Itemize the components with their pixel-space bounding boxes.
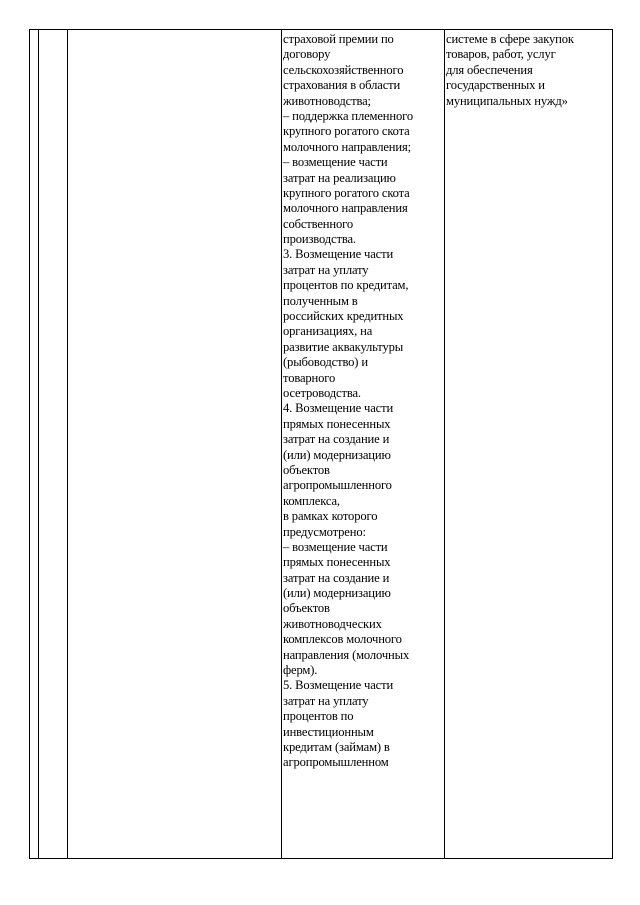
measure-text-line: молочного направления (283, 201, 408, 216)
measure-text-line: собственного (283, 216, 353, 231)
measure-text-line: 4. Возмещение части (283, 401, 394, 416)
measure-text-line: молочного направления; (283, 139, 411, 154)
measure-text-line: предусмотрено: (283, 524, 366, 539)
measure-text-line: затрат на уплату (283, 693, 369, 708)
measure-text-line: страховой премии по (283, 32, 394, 46)
measure-text-line: комплекса, (283, 493, 340, 508)
measure-text-line: (или) модернизацию (283, 586, 391, 601)
measure-text-line: товарного (283, 370, 336, 385)
measure-text-line: развитие аквакультуры (283, 339, 404, 354)
measure-text-line: – поддержка племенного (283, 108, 413, 123)
table-cell-legal-reference (446, 32, 612, 109)
measure-text-line: организациях, на (283, 324, 373, 339)
measure-text-line: инвестиционным (283, 724, 374, 739)
table-cell-measures (283, 32, 445, 771)
measure-text-line: объектов (283, 601, 330, 616)
measure-text-line: животноводческих (283, 616, 382, 631)
measure-text-line: осетроводства. (283, 385, 361, 400)
measure-text-line: в рамках которого (283, 509, 378, 524)
measure-text-line: прямых понесенных (283, 555, 391, 570)
measure-text-line: агропромышленном (283, 755, 389, 770)
measure-text-line: крупного рогатого скота (283, 124, 410, 139)
measure-text-line: договору (283, 47, 331, 62)
measure-text-line: затрат на создание и (283, 432, 390, 447)
measure-text-line: (рыбоводство) и (283, 355, 368, 370)
measure-text-line: затрат на создание и (283, 570, 390, 585)
measure-text-line: – возмещение части (283, 155, 388, 170)
column-divider-2 (67, 30, 68, 858)
measure-text-line: ферм). (283, 663, 318, 678)
measure-text-line: 3. Возмещение части (283, 247, 394, 262)
measure-text-line: агропромышленного (283, 478, 392, 493)
legal-reference-text-line: для обеспечения (446, 62, 533, 77)
measure-text-line: – возмещение части (283, 539, 388, 554)
measure-text-line: сельскохозяйственного (283, 62, 404, 77)
measure-text-line: производства. (283, 232, 356, 247)
column-divider-3 (281, 30, 282, 858)
measure-text-line: (или) модернизацию (283, 447, 391, 462)
measure-text-line: процентов по (283, 709, 354, 724)
measure-text-line: затрат на реализацию (283, 170, 396, 185)
measure-text-line: объектов (283, 462, 330, 477)
measure-text-line: животноводства; (283, 93, 371, 108)
measure-text-line: направления (молочных (283, 647, 410, 662)
measure-text-line: комплексов молочного (283, 632, 402, 647)
measure-text-line: страхования в области (283, 78, 401, 93)
measure-text-line: 5. Возмещение части (283, 678, 394, 693)
measure-text-line: крупного рогатого скота (283, 185, 410, 200)
column-divider-1 (38, 30, 39, 858)
legal-reference-text-line: системе в сфере закупок (446, 32, 574, 46)
document-table (29, 29, 613, 859)
legal-reference-text-line: государственных и (446, 78, 545, 93)
measure-text-line: российских кредитных (283, 309, 404, 324)
measure-text-line: полученным в (283, 293, 358, 308)
measure-text-line: кредитам (займам) в (283, 739, 390, 754)
legal-reference-text-line: товаров, работ, услуг (446, 47, 556, 62)
measure-text-line: прямых понесенных (283, 416, 391, 431)
measure-text-line: процентов по кредитам, (283, 278, 409, 293)
measure-text-line: затрат на уплату (283, 262, 369, 277)
legal-reference-text-line: муниципальных нужд» (446, 93, 568, 108)
